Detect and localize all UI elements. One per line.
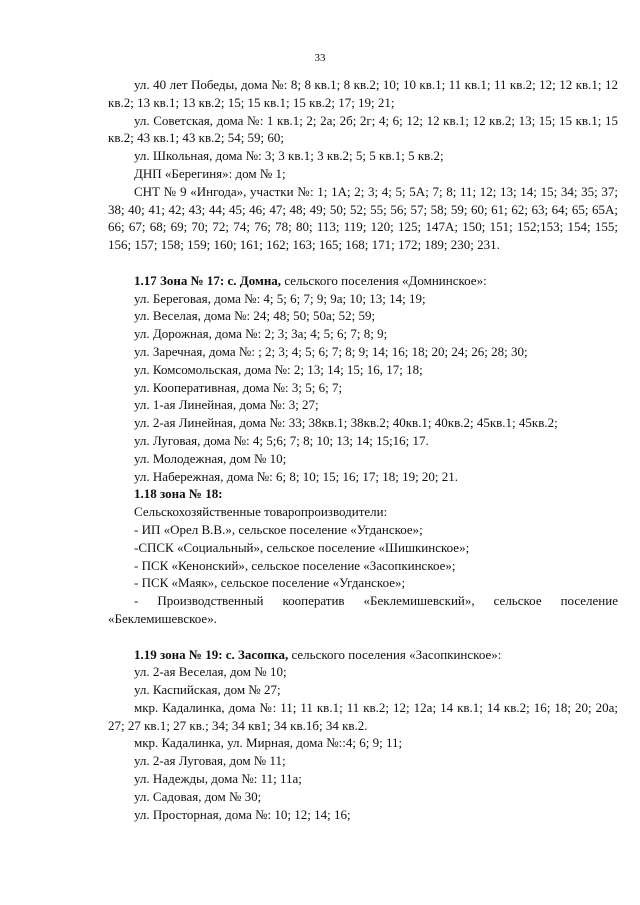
address-line: ул. Садовая, дом № 30; xyxy=(134,788,262,804)
spacer xyxy=(108,628,618,646)
address-line: ул. Заречная, дома №: ; 2; 3; 4; 5; 6; 7; 8; 9; 14; 16; 18; 20; 24; 26; 28; 30; xyxy=(134,343,528,359)
address-line: ул. Каспийская, дом № 27; xyxy=(134,682,281,698)
page-number: 33 xyxy=(314,52,326,64)
zone-19-heading-bold: 1.19 зона № 19: с. Засопка, xyxy=(134,646,289,662)
address-line: ул. 40 лет Победы, дома №: 8; 8 кв.1; 8 кв.2; 10; 10 кв.1; 11 кв.1; 11 кв.2; 12; 12 кв.1; 12 кв.2; 13 кв.1; 13 кв.2; 15; 15 кв.1; 15 кв.2; 17; 19; 21; xyxy=(108,77,618,110)
zone-19-heading-rest: сельского поселения «Засопкинское»: xyxy=(288,646,502,662)
zone-17-heading-bold: 1.17 Зона № 17: с. Домна, xyxy=(134,272,282,288)
address-line: ул. Школьная, дома №: 3; 3 кв.1; 3 кв.2; 5; 5 кв.1; 5 кв.2; xyxy=(134,148,444,164)
producer-line: Сельскохозяйственные товаропроизводители: xyxy=(134,504,388,520)
producer-line: - ИП «Орел В.В.», сельское поселение «Угданское»; xyxy=(134,521,423,537)
address-line: мкр. Кадалинка, дома №: 11; 11 кв.1; 11 кв.2; 12; 12а; 14 кв.1; 14 кв.2; 16; 18; 20; 20а; 27; 27 кв.1; 27 кв.; 34; 34 кв1; 34 кв.1б; 34 кв.2. xyxy=(108,699,618,733)
zone-17-heading-rest: сельского поселения «Домнинское»: xyxy=(281,272,487,288)
producer-line: - ПСК «Кенонский», сельское поселение «Засопкинское»; xyxy=(134,557,456,573)
address-line: ул. Молодежная, дом № 10; xyxy=(134,450,287,466)
address-line: ул. 2-ая Луговая, дом № 11; xyxy=(134,753,286,769)
spacer xyxy=(108,254,618,272)
producer-line: -СПСК «Социальный», сельское поселение «Шишкинское»; xyxy=(134,539,470,555)
address-line: ул. 1-ая Линейная, дома №: 3; 27; xyxy=(134,397,319,413)
address-line: ул. Дорожная, дома №: 2; 3; 3а; 4; 5; 6; 7; 8; 9; xyxy=(134,326,388,342)
address-line: ул. 2-ая Линейная, дома №: 33; 38кв.1; 38кв.2; 40кв.1; 40кв.2; 45кв.1; 45кв.2; xyxy=(134,415,558,431)
address-line: ул. Набережная, дома №: 6; 8; 10; 15; 16; 17; 18; 19; 20; 21. xyxy=(134,468,459,484)
document-body xyxy=(108,76,618,823)
address-line: ул. Надежды, дома №: 11; 11а; xyxy=(134,771,302,787)
producer-line: - ПСК «Маяк», сельское поселение «Угданское»; xyxy=(134,575,406,591)
address-line: мкр. Кадалинка, ул. Мирная, дома №::4; 6; 9; 11; xyxy=(134,735,403,751)
zone-17-heading xyxy=(108,272,618,290)
address-line: ул. Береговая, дома №: 4; 5; 6; 7; 9; 9а; 10; 13; 14; 19; xyxy=(134,290,426,306)
address-line: ул. Веселая, дома №: 24; 48; 50; 50а; 52; 59; xyxy=(134,308,376,324)
address-line: ул. 2-ая Веселая, дом № 10; xyxy=(134,664,287,680)
zone-19-heading xyxy=(108,646,618,664)
address-line: ул. Луговая, дома №: 4; 5;6; 7; 8; 10; 13; 14; 15;16; 17. xyxy=(134,432,429,448)
address-line: ул. Комсомольская, дома №: 2; 13; 14; 15; 16, 17; 18; xyxy=(134,361,423,377)
producer-line: - Производственный кооператив «Беклемишевский», сельское поселение «Беклемишевское». xyxy=(108,593,618,626)
address-line: ул. Советская, дома №: 1 кв.1; 2; 2а; 2б; 2г; 4; 6; 12; 12 кв.1; 12 кв.2; 13; 15; 15 кв.1; 15 кв.2; 43 кв.1; 43 кв.2; 54; 59; 60; xyxy=(108,112,618,146)
address-line: СНТ № 9 «Ингода», участки №: 1; 1А; 2; 3; 4; 5; 5А; 7; 8; 11; 12; 13; 14; 15; 34; 35; 37; 38; 40; 41; 42; 43; 44; 45; 46; 47; 48; 49; 50; 52; 55; 56; 57; 58; 59; 60; 61; 62; 63; 64; 65; 65А; 66; 67; 68; 69; 70; 72; 74; 76; 78; 80; 113; 119; 120; 125; 147А; 150; 151; 152;153; 154; 155; 156; 157; 158; 159; 160; 161; 162; 163; 165; 168; 171; 172; 189; 230; 231. xyxy=(108,183,618,253)
address-line: ул. Просторная, дома №: 10; 12; 14; 16; xyxy=(134,806,351,822)
zone-18-heading: 1.18 зона № 18: xyxy=(134,486,223,502)
address-line: ул. Кооперативная, дома №: 3; 5; 6; 7; xyxy=(134,379,343,395)
address-line: ДНП «Берегиня»: дом № 1; xyxy=(134,165,286,181)
